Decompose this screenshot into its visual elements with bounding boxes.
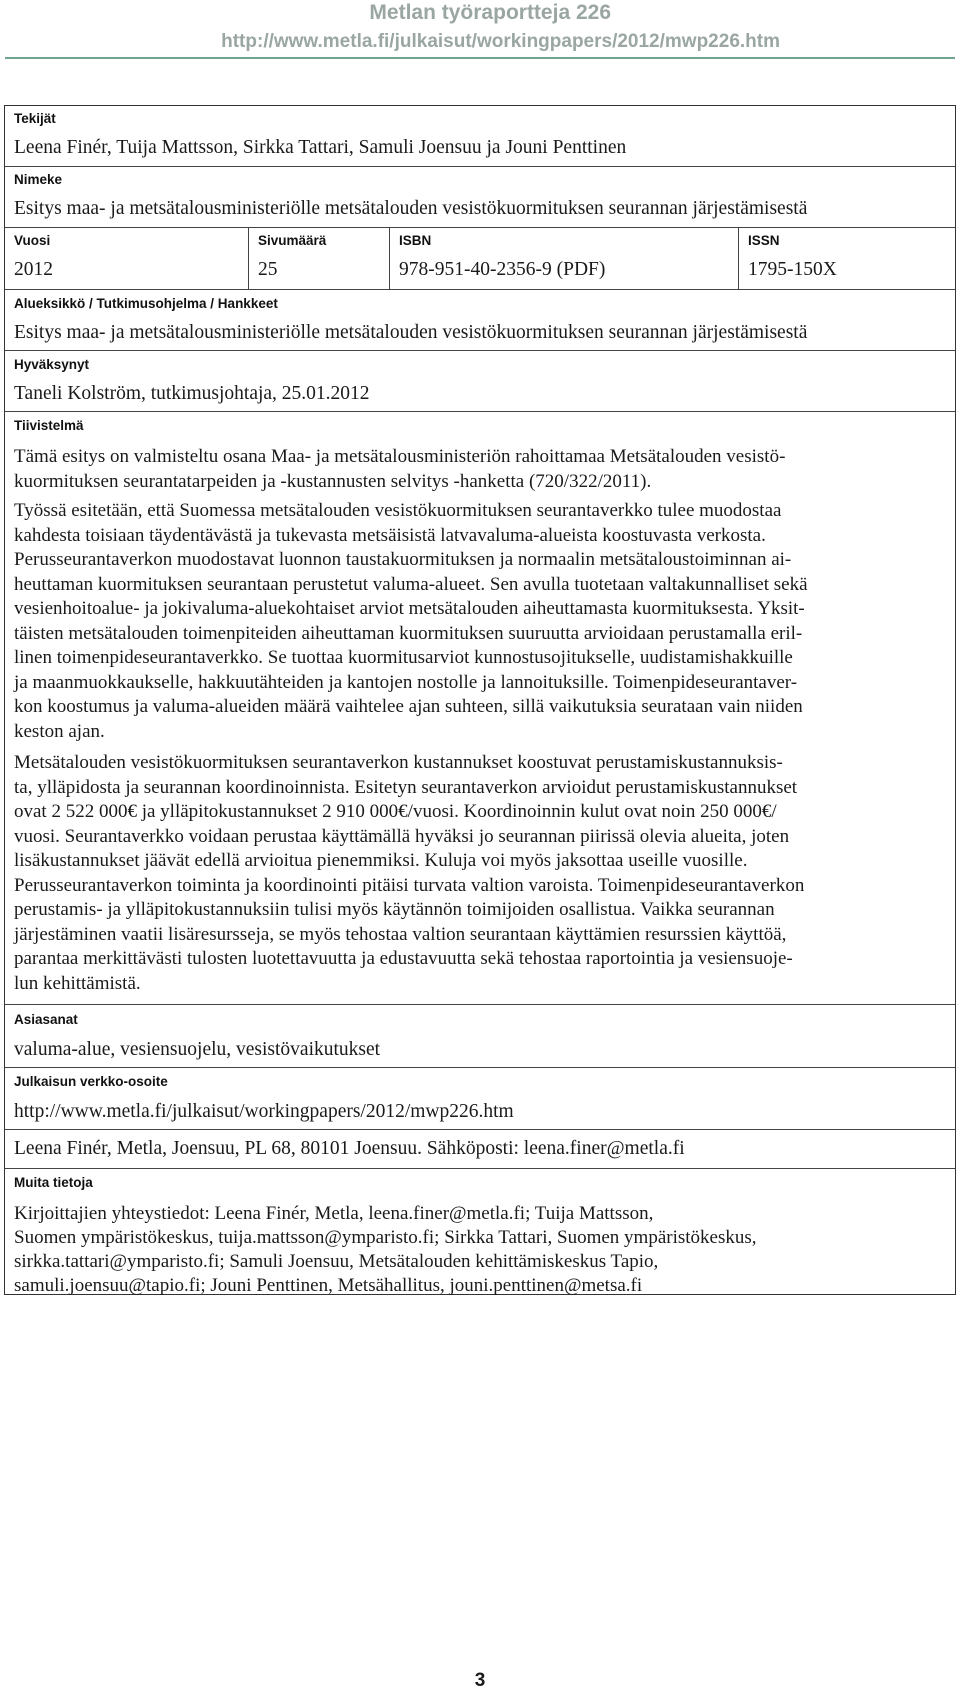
text-line: järjestäminen vaatii lisäresursseja, se myös tehostaa valtion seurantaan käyttämien resurssien käyttöä, <box>14 923 787 945</box>
text-line: sirkka.tattari@ymparisto.fi; Samuli Joensuu, Metsätalouden kehittämiskeskus Tapio, <box>14 1251 659 1272</box>
authors-value: Leena Finér, Tuija Mattsson, Sirkka Tattari, Samuli Joensuu ja Jouni Penttinen <box>14 137 627 158</box>
other-info-row <box>5 1169 955 1295</box>
text-line: Metsätalouden vesistökuormituksen seurantaverkon kustannukset koostuvat perustamiskustannuksis- <box>14 752 783 773</box>
header-rule <box>5 57 955 59</box>
other-info-text <box>14 1202 939 1298</box>
abstract-paragraph-1 <box>14 445 939 494</box>
approved-row <box>5 351 955 412</box>
text-line: vuosi. Seurantaverkko voidaan perustaa käyttämällä hyväksi jo seurannan piirissä olevia alueita, joten <box>14 825 790 847</box>
keywords-row <box>5 1005 955 1068</box>
text-line: samuli.joensuu@tapio.fi; Jouni Penttinen, Metsähallitus, jouni.penttinen@metsa.fi <box>14 1275 643 1296</box>
page-number: 3 <box>474 1670 486 1691</box>
text-line: ovat 2 522 000€ ja ylläpitokustannukset 2 910 000€/vuosi. Koordinoinnin kulut ovat noin 250 000€/ <box>14 801 777 822</box>
authors-row <box>5 106 955 167</box>
year-value: 2012 <box>14 259 53 280</box>
text-line: Tämä esitys on valmisteltu osana Maa- ja metsätalousministeriön rahoittamaa Metsätalouden vesistö- <box>14 446 786 467</box>
text-line: perustamis- ja ylläpitokustannuksiin tulisi myös käytännön toimijoiden osallistua. Vaikka seurannan <box>14 899 775 920</box>
text-line: lisäkustannukset jäävät edellä arvioitua pienemmiksi. Kuluja voi myös jaksottaa useille vuosille. <box>14 850 748 871</box>
pages-cell <box>248 228 389 289</box>
text-line: Kirjoittajien yhteystiedot: Leena Finér, Metla, leena.finer@metla.fi; Tuija Mattsson, <box>14 1203 654 1224</box>
unit-value: Esitys maa- ja metsätalousministeriölle metsätalouden vesistökuormituksen seurannan järjestämisestä <box>14 322 808 343</box>
description-sheet <box>4 105 956 1295</box>
unit-row <box>5 290 955 351</box>
keywords-label: Asiasanat <box>14 1012 78 1027</box>
year-cell <box>5 228 248 289</box>
isbn-cell <box>389 228 738 289</box>
issn-cell <box>738 228 954 289</box>
web-row <box>5 1068 955 1130</box>
abstract-paragraph-2 <box>14 499 939 744</box>
title-row <box>5 167 955 228</box>
text-line: linen toimenpideseurantaverkko. Se tuottaa kuormitusarviot kunnostusojitukselle, uudistamishakkuille <box>14 647 793 668</box>
series-title: Metlan työraportteja 226 <box>369 1 611 24</box>
text-line: Työssä esitetään, että Suomessa metsätalouden vesistökuormituksen seurantaverkko tulee muodostaa <box>14 500 782 521</box>
text-line: Perusseurantaverkon muodostavat luonnon taustakuormituksen ja normaalin metsätaloustoiminnan ai- <box>14 549 792 570</box>
text-line: Suomen ympäristökeskus, tuija.mattsson@ymparisto.fi; Sirkka Tattari, Suomen ympäristökeskus, <box>14 1227 757 1248</box>
pages-label: Sivumäärä <box>258 233 327 248</box>
isbn-label: ISBN <box>399 233 432 248</box>
title-label: Nimeke <box>14 172 63 187</box>
approved-label: Hyväksynyt <box>14 357 90 372</box>
other-info-label: Muita tietoja <box>14 1175 93 1190</box>
abstract-row <box>5 412 955 1005</box>
text-line: Perusseurantaverkon toiminta ja koordinointi pitäisi turvata valtion varoista. Toimenpideseurantaverkon <box>14 874 805 896</box>
contact-value: Leena Finér, Metla, Joensuu, PL 68, 80101 Joensuu. Sähköposti: leena.finer@metla.fi <box>14 1138 685 1159</box>
isbn-value: 978-951-40-2356-9 (PDF) <box>399 259 606 280</box>
unit-label: Alueksikkö / Tutkimusohjelma / Hankkeet <box>14 296 278 311</box>
text-line: lun kehittämistä. <box>14 972 141 994</box>
text-line: heuttaman kuormituksen seurantaan perustetut valuma-alueet. Sen avulla tuotetaan valtakunnalliset sekä <box>14 573 808 595</box>
year-label: Vuosi <box>14 233 51 248</box>
approved-value: Taneli Kolström, tutkimusjohtaja, 25.01.2012 <box>14 383 370 404</box>
text-line: vesienhoitoalue- ja jokivaluma-aluekohtaiset arviot metsätalouden aiheuttamasta kuormituksesta. Yksit- <box>14 598 805 619</box>
text-line: ja maanmuokkaukselle, hakkuutähteiden ja kantojen nostolle ja lannoituksille. Toimenpideseurantaver- <box>14 671 798 693</box>
header-url[interactable]: http://www.metla.fi/julkaisut/workingpapers/2012/mwp226.htm <box>221 31 780 52</box>
meta-row <box>5 228 955 290</box>
text-line: kuormituksen seurantatarpeiden ja -kustannusten selvitys -hanketta (720/322/2011). <box>14 470 652 492</box>
issn-value: 1795-150X <box>748 259 837 280</box>
page-header <box>0 0 960 58</box>
text-line: täisten metsätalouden toimenpiteiden aiheuttaman kuormituksen suuruutta arvioidaan perustamalla eril- <box>14 622 803 644</box>
web-label: Julkaisun verkko-osoite <box>14 1074 168 1089</box>
keywords-value: valuma-alue, vesiensuojelu, vesistövaikutukset <box>14 1039 381 1060</box>
text-line: ta, ylläpidosta ja seurannan koordinoinnista. Esitetyn seurantaverkon arvioidut perustamiskustannukset <box>14 776 798 798</box>
pages-value: 25 <box>258 259 278 280</box>
contact-row <box>5 1130 955 1169</box>
text-line: kon koostumus ja valuma-alueiden määrä vaihtelee ajan suhteen, sillä vaikutuksia seurataan vain niiden <box>14 696 803 717</box>
text-line: keston ajan. <box>14 720 105 742</box>
web-address-link[interactable]: http://www.metla.fi/julkaisut/workingpapers/2012/mwp226.htm <box>14 1101 514 1122</box>
authors-label: Tekijät <box>14 111 56 126</box>
title-value: Esitys maa- ja metsätalousministeriölle metsätalouden vesistökuormituksen seurannan järjestämisestä <box>14 198 808 219</box>
text-line: parantaa merkittävästi tulosten luotettavuutta ja edustavuutta sekä tehostaa raportointia ja vesiensuoje- <box>14 948 793 969</box>
abstract-label: Tiivistelmä <box>14 418 84 433</box>
text-line: kahdesta toisiaan täydentävästä ja tukevasta metsäisistä latvavaluma-alueista koostuvasta verkosta. <box>14 524 766 546</box>
abstract-paragraph-3 <box>14 751 939 996</box>
issn-label: ISSN <box>748 233 780 248</box>
